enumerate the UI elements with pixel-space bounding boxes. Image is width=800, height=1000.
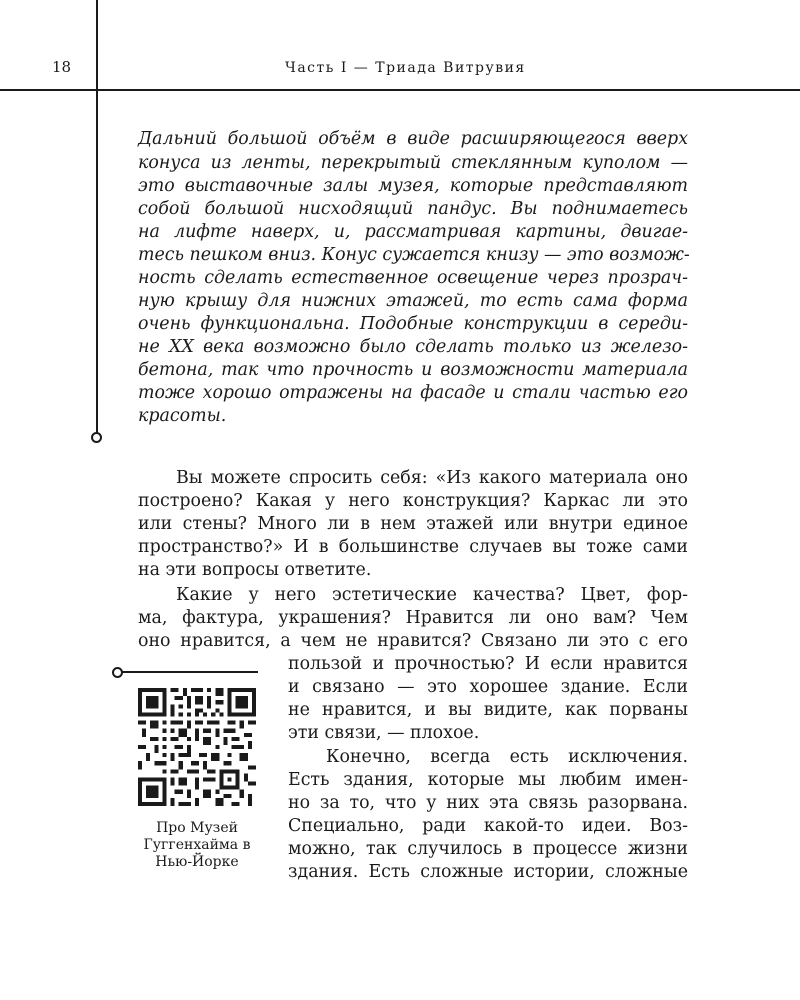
body-line: Какие у него эстетические качества? Цвет, фор-: [176, 585, 688, 605]
body-line: Специально, ради какой-то идеи. Воз-: [288, 816, 688, 836]
body-line: и связано — это хорошее здание. Если: [288, 677, 688, 697]
quote-line: конуса из ленты, перекрытый стеклянным куполом —: [138, 153, 688, 173]
rule-end-marker: [91, 432, 102, 443]
body-line: оно нравится, а чем не нравится? Связано ли это с его: [138, 631, 688, 651]
quote-line: ную крышу для нижних этажей, то есть сама форма: [138, 291, 688, 311]
body-line: Есть здания, которые мы любим имен-: [288, 770, 688, 790]
body-line: не нравится, и вы видите, как порваны: [288, 700, 688, 720]
quote-line: ность сделать естественное освещение через прозрач-: [138, 268, 688, 288]
body-line: на эти вопросы ответите.: [138, 560, 372, 580]
body-line: можно, так случилось в процессе жизни: [288, 839, 688, 859]
body-line: Вы можете спросить себя: «Из какого материала оно: [176, 468, 688, 488]
body-line: пользой и прочностью? И если нравится: [288, 654, 688, 674]
body-line: или стены? Много ли в нем этажей или внутри единое: [138, 514, 688, 534]
body-line: здания. Есть сложные истории, сложные: [288, 862, 688, 882]
quote-line: Дальний большой объём в виде расширяющегося вверх: [138, 129, 688, 149]
quote-line: тоже хорошо отражены на фасаде и стали частью его: [138, 383, 688, 403]
quote-line: собой большой нисходящий пандус. Вы поднимаетесь: [138, 199, 688, 219]
running-head: Часть I — Триада Витрувия: [285, 60, 526, 76]
body-line: ма, фактура, украшения? Нравится ли оно вам? Чем: [138, 608, 688, 628]
page-number: 18: [52, 58, 72, 76]
vertical-rule: [96, 0, 98, 434]
quote-line: тесь пешком вниз. Конус сужается книзу — это возмож-: [138, 245, 690, 265]
quote-line: красоты.: [138, 406, 227, 426]
quote-line: это выставочные залы музея, которые представляют: [138, 176, 688, 196]
quote-line: бетона, так что прочность и возможности материала: [138, 360, 688, 380]
qr-caption: Про Музей Гуггенхайма в Нью-Йорке: [143, 820, 251, 870]
header-rule: [0, 89, 800, 91]
quote-line: не XX века возможно было сделать только из железо-: [138, 337, 688, 357]
qr-code-icon[interactable]: [138, 688, 256, 806]
quote-line: на лифте наверх, и, рассматривая картины, двигае-: [138, 222, 688, 242]
body-line: построено? Какая у него конструкция? Каркас ли это: [138, 491, 688, 511]
body-line: Конечно, всегда есть исключения.: [326, 747, 688, 767]
qr-rule: [122, 671, 258, 673]
quote-line: очень функциональна. Подобные конструкции в середи-: [138, 314, 688, 334]
body-line: но за то, что у них эта связь разорвана.: [288, 793, 688, 813]
body-line: эти связи, — плохое.: [288, 723, 480, 743]
body-line: пространство?» И в большинстве случаев вы тоже сами: [138, 537, 688, 557]
